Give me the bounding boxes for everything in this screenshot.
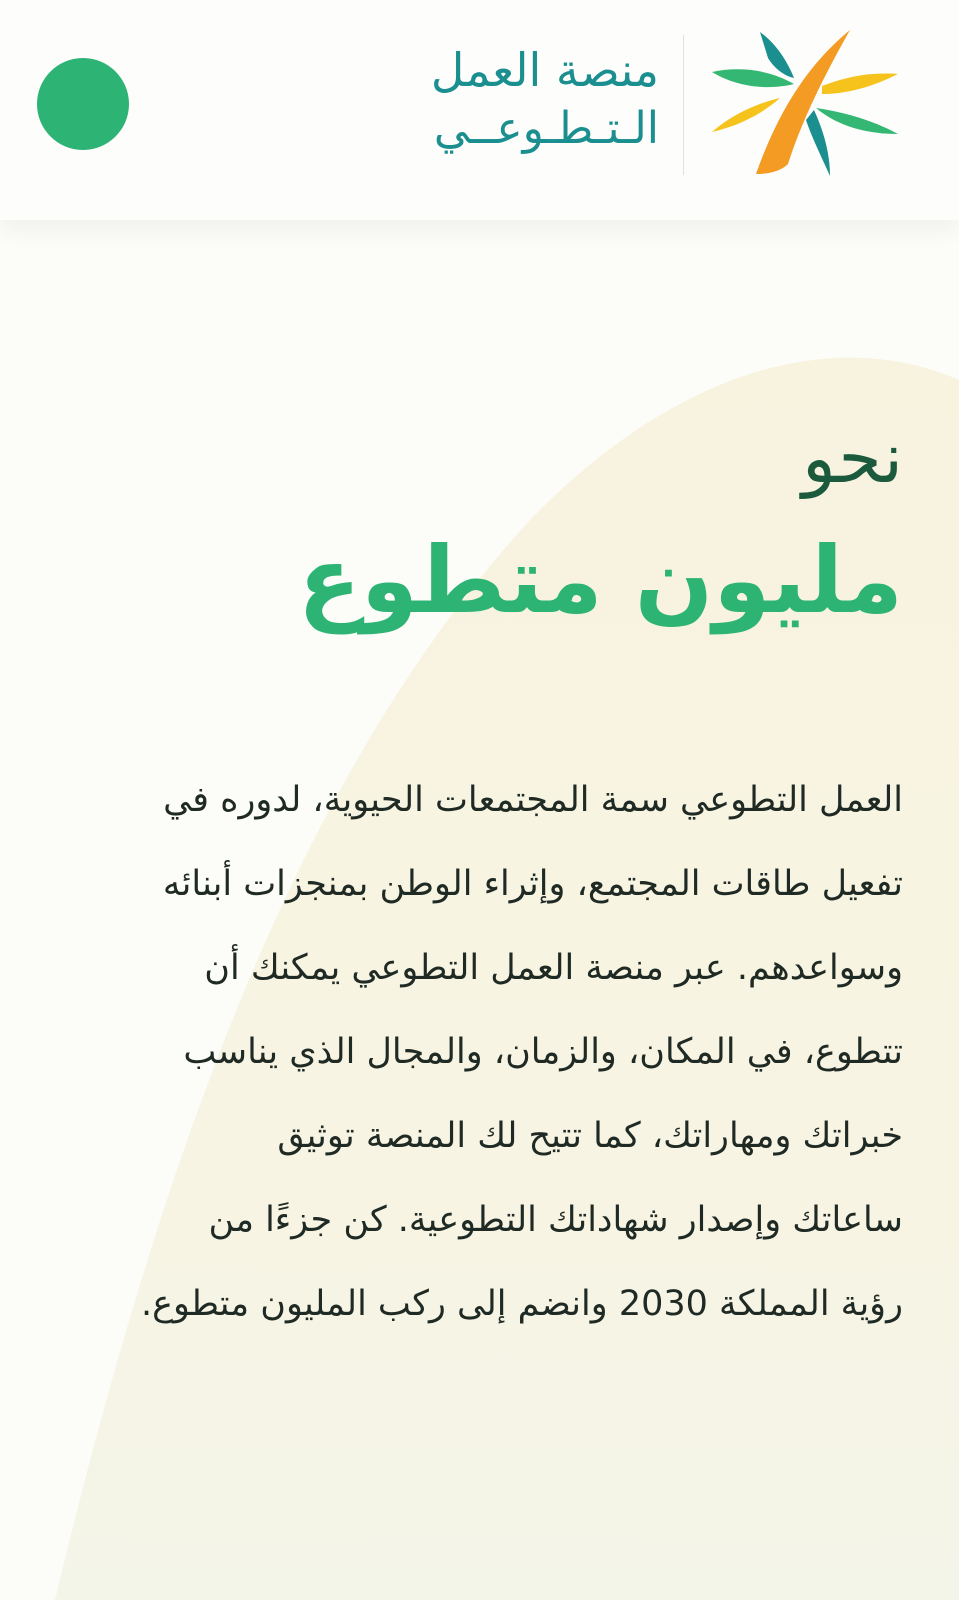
- site-header: [0, 0, 959, 220]
- platform-logo-text[interactable]: [359, 40, 659, 158]
- logo-title-line1: منصة العمل: [430, 43, 659, 97]
- volunteer-logo-icon[interactable]: [712, 28, 898, 178]
- logo-title-line2: الـتـطـوعــي: [433, 103, 659, 154]
- logo-divider: [683, 35, 684, 175]
- menu-button[interactable]: [37, 58, 129, 150]
- hero-description: العمل التطوعي سمة المجتمعات الحيوية، لدوره في تفعيل طاقات المجتمع، وإثراء الوطن بمنجزات أبنائه وسواعدهم. عبر منصة العمل التطوعي يمكنك أن تتطوع، في المكان، والزمان، والمجال الذي يناسب خبراتك ومهاراتك، كما تتيح لك المنصة توثيق ساعاتك وإصدار شهاداتك التطوعية. كن جزءًا من رؤية المملكة 2030 وانضم إلى ركب المليون متطوع.: [141, 780, 903, 1324]
- hero-title: مليون متطوع: [298, 527, 903, 634]
- hero-pre-title: نحو: [802, 417, 903, 499]
- hero-section: [43, 410, 903, 1381]
